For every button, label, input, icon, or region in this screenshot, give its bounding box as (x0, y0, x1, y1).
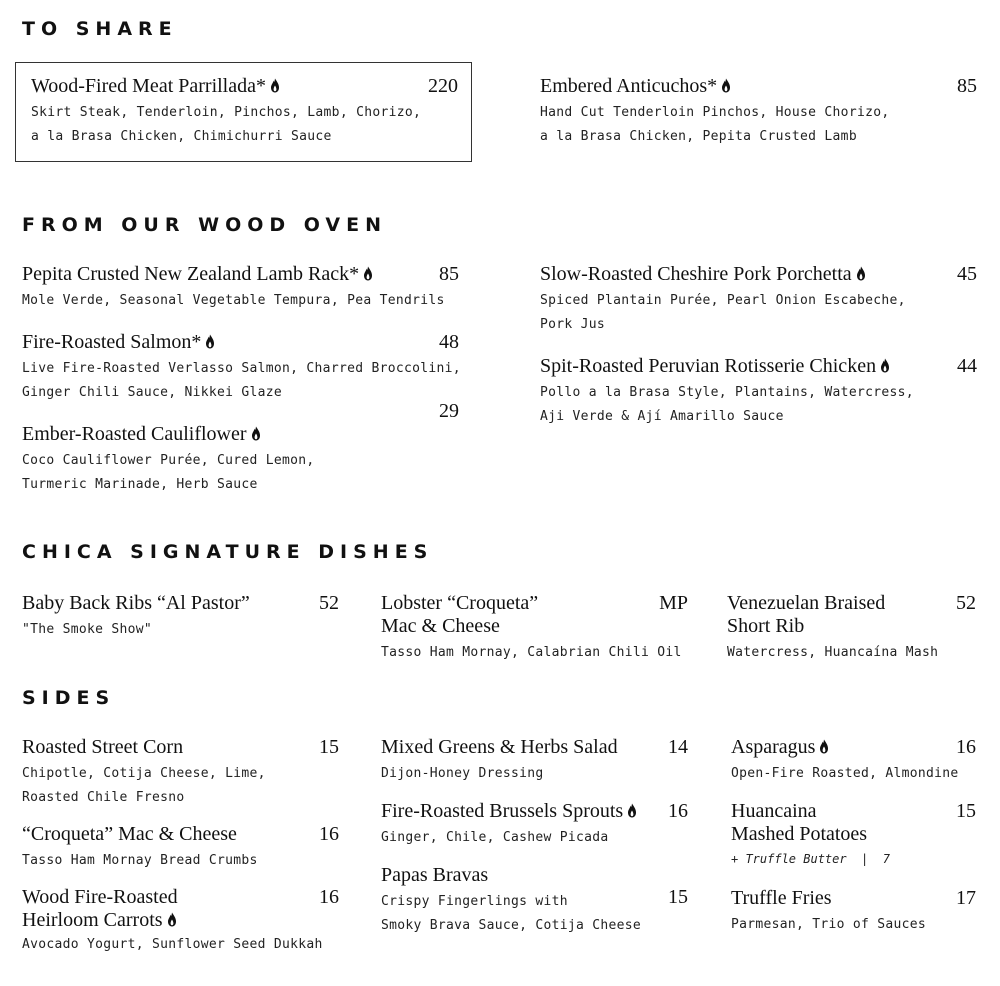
item-price: 45 (957, 263, 977, 285)
item-description: Crispy Fingerlings with Smoky Brava Sauce, Cotija Cheese (381, 894, 642, 933)
item-price: 52 (956, 592, 976, 614)
flame-icon (856, 266, 866, 281)
menu-item-croqueta-mac (22, 823, 339, 873)
item-price: MP (659, 592, 688, 614)
menu-item-papas-bravas (381, 864, 688, 938)
item-name: Slow-Roasted Cheshire Pork Porchetta (540, 263, 977, 286)
menu-item-porchetta (540, 263, 977, 337)
item-description: Live Fire-Roasted Verlasso Salmon, Charred Broccolini, Ginger Chili Sauce, Nikkei Glaze (22, 361, 461, 400)
flame-icon (363, 266, 373, 281)
item-description: Avocado Yogurt, Sunflower Seed Dukkah (22, 937, 323, 952)
item-name: Asparagus (731, 736, 976, 759)
menu-item-short-rib (727, 592, 976, 665)
flame-icon (721, 78, 731, 93)
item-name: Fire-Roasted Salmon* (22, 331, 459, 354)
menu-item-lobster-mac (381, 592, 688, 665)
item-description: Ginger, Chile, Cashew Picada (381, 830, 609, 845)
menu-item-street-corn (22, 736, 339, 810)
menu-item-parrillada (31, 75, 458, 149)
item-description: Coco Cauliflower Purée, Cured Lemon, Turmeric Marinade, Herb Sauce (22, 453, 315, 492)
item-description: Chipotle, Cotija Cheese, Lime, Roasted Chile Fresno (22, 766, 266, 805)
item-description: Open-Fire Roasted, Almondine (731, 766, 959, 781)
menu-item-anticuchos (540, 75, 977, 149)
item-name: Wood Fire-Roasted Heirloom Carrots (22, 886, 178, 931)
item-price: 15 (668, 886, 688, 908)
item-price: 220 (428, 75, 458, 97)
section-heading-signature: CHICA SIGNATURE DISHES (22, 541, 434, 563)
item-price: 16 (956, 736, 976, 758)
flame-icon (627, 803, 637, 818)
item-description: Pollo a la Brasa Style, Plantains, Watercress, Aji Verde & Ají Amarillo Sauce (540, 385, 914, 424)
menu-item-cauliflower (22, 400, 459, 497)
item-description: Dijon-Honey Dressing (381, 766, 544, 781)
menu-item-asparagus (731, 736, 976, 786)
item-price: 15 (319, 736, 339, 758)
item-price: 85 (439, 263, 459, 285)
menu-item-heirloom-carrots (22, 886, 339, 957)
section-heading-wood-oven: FROM OUR WOOD OVEN (22, 214, 387, 236)
flame-icon (819, 739, 829, 754)
item-price: 16 (319, 886, 339, 908)
menu-item-rotisserie-chicken (540, 355, 977, 429)
item-price: 14 (668, 736, 688, 758)
item-name: Truffle Fries (731, 887, 832, 909)
flame-icon (270, 78, 280, 93)
item-name: Baby Back Ribs “Al Pastor” (22, 592, 250, 614)
menu-item-mashed-potatoes (731, 800, 976, 868)
item-description: "The Smoke Show" (22, 622, 153, 637)
item-price: 16 (668, 800, 688, 822)
section-heading-sides: SIDES (22, 687, 116, 709)
menu-item-brussels-sprouts (381, 800, 688, 850)
item-description: Parmesan, Trio of Sauces (731, 917, 927, 932)
item-name: Pepita Crusted New Zealand Lamb Rack* (22, 263, 459, 286)
item-description: Tasso Ham Mornay, Calabrian Chili Oil (381, 645, 682, 660)
menu-item-truffle-fries (731, 887, 976, 937)
item-name: “Croqueta” Mac & Cheese (22, 823, 237, 845)
item-description: Mole Verde, Seasonal Vegetable Tempura, Pea Tendrils (22, 293, 445, 308)
item-name: Venezuelan Braised Short Rib (727, 592, 886, 637)
item-price: 29 (439, 400, 459, 422)
menu-item-mixed-greens (381, 736, 688, 786)
item-description: Skirt Steak, Tenderloin, Pinchos, Lamb, Chorizo, a la Brasa Chicken, Chimichurri Sauce (31, 105, 422, 144)
item-price: 16 (319, 823, 339, 845)
item-addon-note: + Truffle Butter | 7 (731, 852, 890, 866)
item-name: Roasted Street Corn (22, 736, 184, 758)
section-heading-to-share: TO SHARE (22, 18, 178, 40)
item-name: Mixed Greens & Herbs Salad (381, 736, 618, 758)
flame-icon (251, 426, 261, 441)
item-price: 44 (957, 355, 977, 377)
item-description: Tasso Ham Mornay Bread Crumbs (22, 853, 258, 868)
item-name: Ember-Roasted Cauliflower (22, 423, 459, 446)
item-name: Fire-Roasted Brussels Sprouts (381, 800, 688, 823)
item-description: Spiced Plantain Purée, Pearl Onion Escabeche, Pork Jus (540, 293, 906, 332)
flame-icon (880, 358, 890, 373)
item-name: Embered Anticuchos* (540, 75, 977, 98)
item-price: 85 (957, 75, 977, 97)
item-description: Watercress, Huancaína Mash (727, 645, 939, 660)
item-name: Lobster “Croqueta” Mac & Cheese (381, 592, 539, 637)
item-name: Wood-Fired Meat Parrillada* (31, 75, 458, 98)
flame-icon (205, 334, 215, 349)
flame-icon (167, 912, 177, 927)
menu-item-lamb-rack (22, 263, 459, 313)
item-price: 52 (319, 592, 339, 614)
item-price: 17 (956, 887, 976, 909)
item-name: Huancaina Mashed Potatoes (731, 800, 868, 845)
menu-item-baby-back-ribs (22, 592, 339, 642)
item-name: Spit-Roasted Peruvian Rotisserie Chicken (540, 355, 977, 378)
item-price: 15 (956, 800, 976, 822)
menu-item-salmon (22, 331, 459, 405)
item-description: Hand Cut Tenderloin Pinchos, House Chorizo, a la Brasa Chicken, Pepita Crusted Lamb (540, 105, 890, 144)
item-price: 48 (439, 331, 459, 353)
item-name: Papas Bravas (381, 864, 489, 886)
